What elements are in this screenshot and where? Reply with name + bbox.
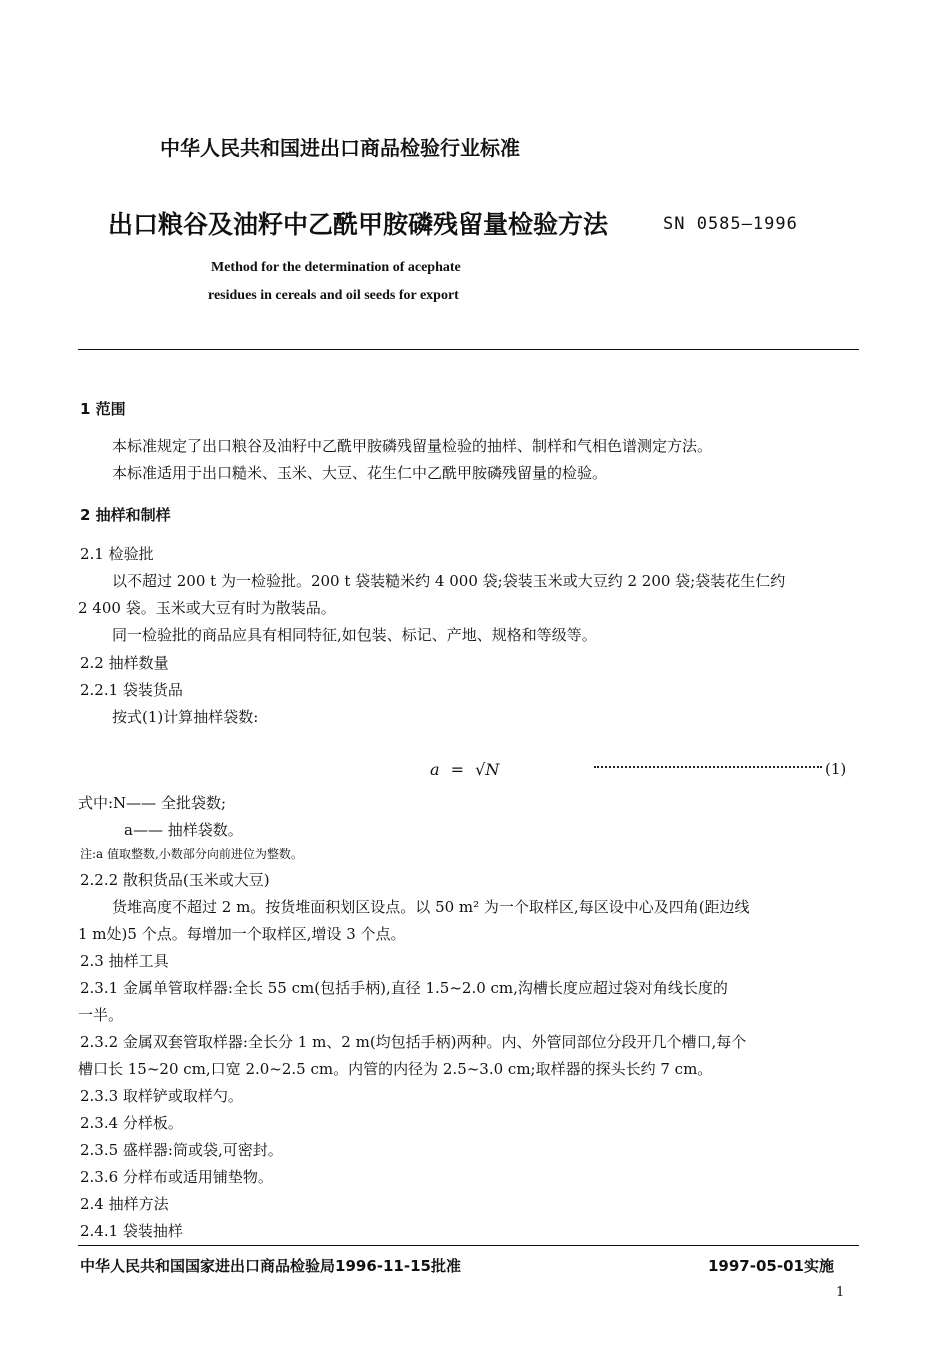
clause-2-2: 2.2 抽样数量 [80, 654, 169, 672]
header-divider [78, 349, 859, 350]
clause-2-1-text-a: 以不超过 200 t 为一检验批。200 t 袋装糙米约 4 000 袋;袋装玉米或大豆约 2 200 袋;袋装花生仁约 [112, 572, 786, 590]
formula-leader-dots [594, 766, 822, 768]
clause-2-4: 2.4 抽样方法 [80, 1195, 169, 1213]
footer-divider [78, 1245, 859, 1246]
section-1-paragraph-1: 本标准规定了出口粮谷及油籽中乙酰甲胺磷残留量检验的抽样、制样和气相色谱测定方法。 [112, 437, 713, 455]
clause-2-3-1-a: 2.3.1 金属单管取样器:全长 55 cm(包括手柄),直径 1.5~2.0 cm,沟槽长度应超过袋对角线长度的 [80, 979, 728, 997]
clause-2-2-2: 2.2.2 散积货品(玉米或大豆) [80, 871, 270, 889]
clause-2-3: 2.3 抽样工具 [80, 952, 169, 970]
document-title-en-line1: Method for the determination of acephate [211, 260, 461, 275]
clause-2-1-text-b: 2 400 袋。玉米或大豆有时为散装品。 [78, 599, 336, 617]
section-1-title: 1 范围 [80, 400, 126, 418]
where-n: 式中:N—— 全批袋数; [78, 794, 227, 812]
clause-2-2-2-text-b: 1 m处)5 个点。每增加一个取样区,增设 3 个点。 [78, 925, 406, 943]
clause-2-3-5: 2.3.5 盛样器:筒或袋,可密封。 [80, 1141, 283, 1159]
clause-2-2-1-text: 按式(1)计算抽样袋数: [112, 708, 259, 726]
clause-2-3-6: 2.3.6 分样布或适用铺垫物。 [80, 1168, 273, 1186]
formula [430, 760, 499, 779]
formula-number: (1) [825, 760, 847, 778]
clause-2-2-1: 2.2.1 袋装货品 [80, 681, 183, 699]
implementation-date: 1997-05-01实施 [708, 1257, 834, 1275]
clause-2-3-1-b: 一半。 [78, 1006, 124, 1024]
clause-2-3-3: 2.3.3 取样铲或取样勺。 [80, 1087, 243, 1105]
document-title-cn: 出口粮谷及油籽中乙酰甲胺磷残留量检验方法 [108, 210, 609, 239]
clause-2-3-2-a: 2.3.2 金属双套管取样器:全长分 1 m、2 m(均包括手柄)两种。内、外管同部位分段开几个槽口,每个 [80, 1033, 747, 1051]
industry-standard-heading: 中华人民共和国进出口商品检验行业标准 [160, 136, 520, 160]
clause-2-1: 2.1 检验批 [80, 545, 154, 563]
clause-2-3-4: 2.3.4 分样板。 [80, 1114, 183, 1132]
formula-lhs: a [430, 760, 440, 779]
section-1-paragraph-2: 本标准适用于出口糙米、玉米、大豆、花生仁中乙酰甲胺磷残留量的检验。 [112, 464, 608, 482]
approval-statement: 中华人民共和国国家进出口商品检验局1996-11-15批准 [80, 1257, 461, 1275]
page-number: 1 [836, 1285, 845, 1300]
note: 注:a 值取整数,小数部分向前进位为整数。 [80, 847, 303, 861]
clause-2-4-1: 2.4.1 袋装抽样 [80, 1222, 183, 1240]
clause-2-3-2-b: 槽口长 15~20 cm,口宽 2.0~2.5 cm。内管的内径为 2.5~3.0 cm;取样器的探头长约 7 cm。 [78, 1060, 713, 1078]
formula-equals: = [450, 760, 465, 779]
document-title-en-line2: residues in cereals and oil seeds for export [208, 288, 459, 303]
section-2-title: 2 抽样和制样 [80, 506, 171, 524]
formula-rhs: √N [475, 760, 500, 779]
clause-2-2-2-text-a: 货堆高度不超过 2 m。按货堆面积划区设点。以 50 m² 为一个取样区,每区设中心及四角(距边线 [112, 898, 750, 916]
where-a: a—— 抽样袋数。 [124, 821, 243, 839]
standard-code: SN 0585—1996 [663, 214, 798, 234]
clause-2-1-text-c: 同一检验批的商品应具有相同特征,如包装、标记、产地、规格和等级等。 [112, 626, 597, 644]
